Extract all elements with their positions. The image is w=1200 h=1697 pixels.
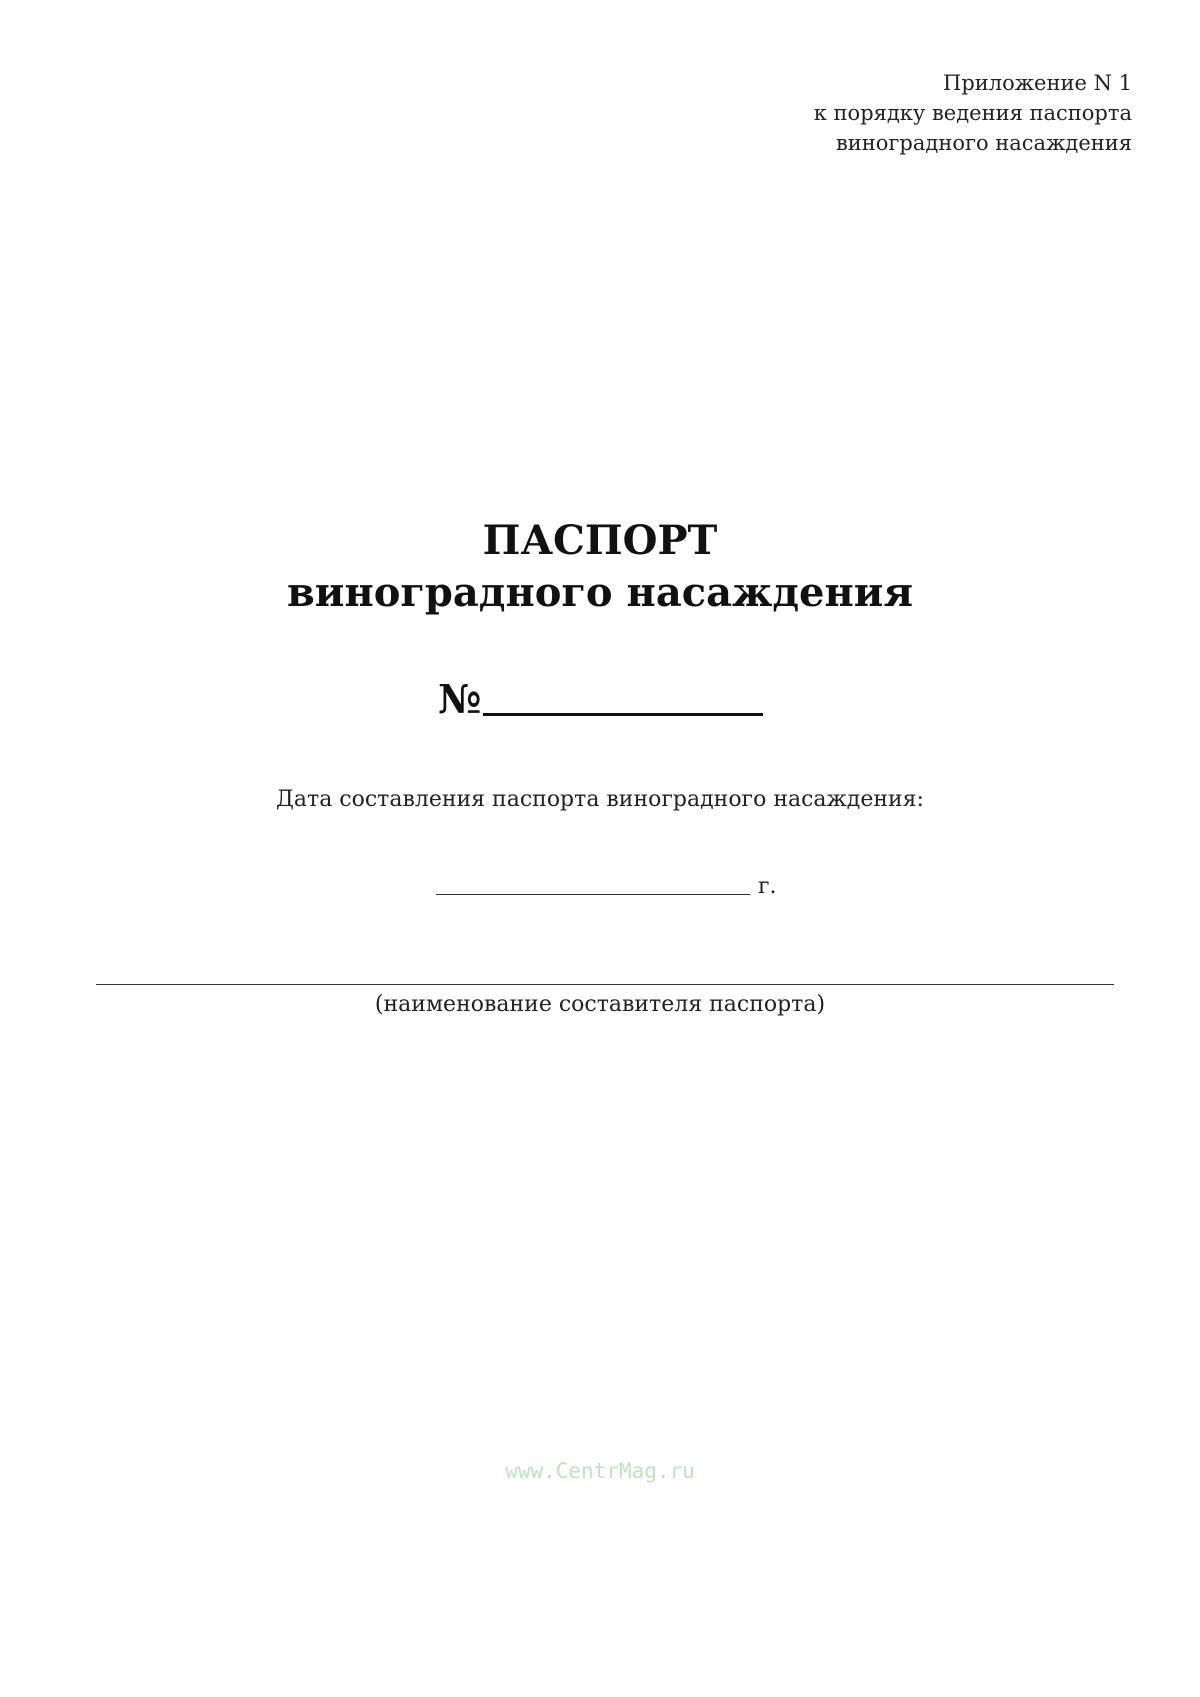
watermark: www.CentrMag.ru [505,1459,695,1483]
appendix-line-2: к порядку ведения паспорта [813,101,1132,125]
appendix-line-1: Приложение N 1 [943,71,1132,95]
composer-caption: (наименование составителя паспорта) [374,992,826,1017]
appendix-note [814,68,1132,158]
date-year-suffix: г. [758,874,777,899]
number-sign: № [438,676,482,723]
date-blank-line[interactable] [436,894,750,895]
appendix-line-3: виноградного насаждения [835,131,1132,155]
title-main: ПАСПОРТ [482,517,718,564]
date-field [436,872,777,902]
composer-blank-line[interactable] [96,984,1114,985]
document-title [0,515,1200,619]
passport-number-field [438,678,763,722]
title-subtitle: виноградного насаждения [286,569,913,616]
number-blank-line[interactable] [483,713,763,716]
date-label: Дата составления паспорта виноградного насаждения: [276,787,924,812]
